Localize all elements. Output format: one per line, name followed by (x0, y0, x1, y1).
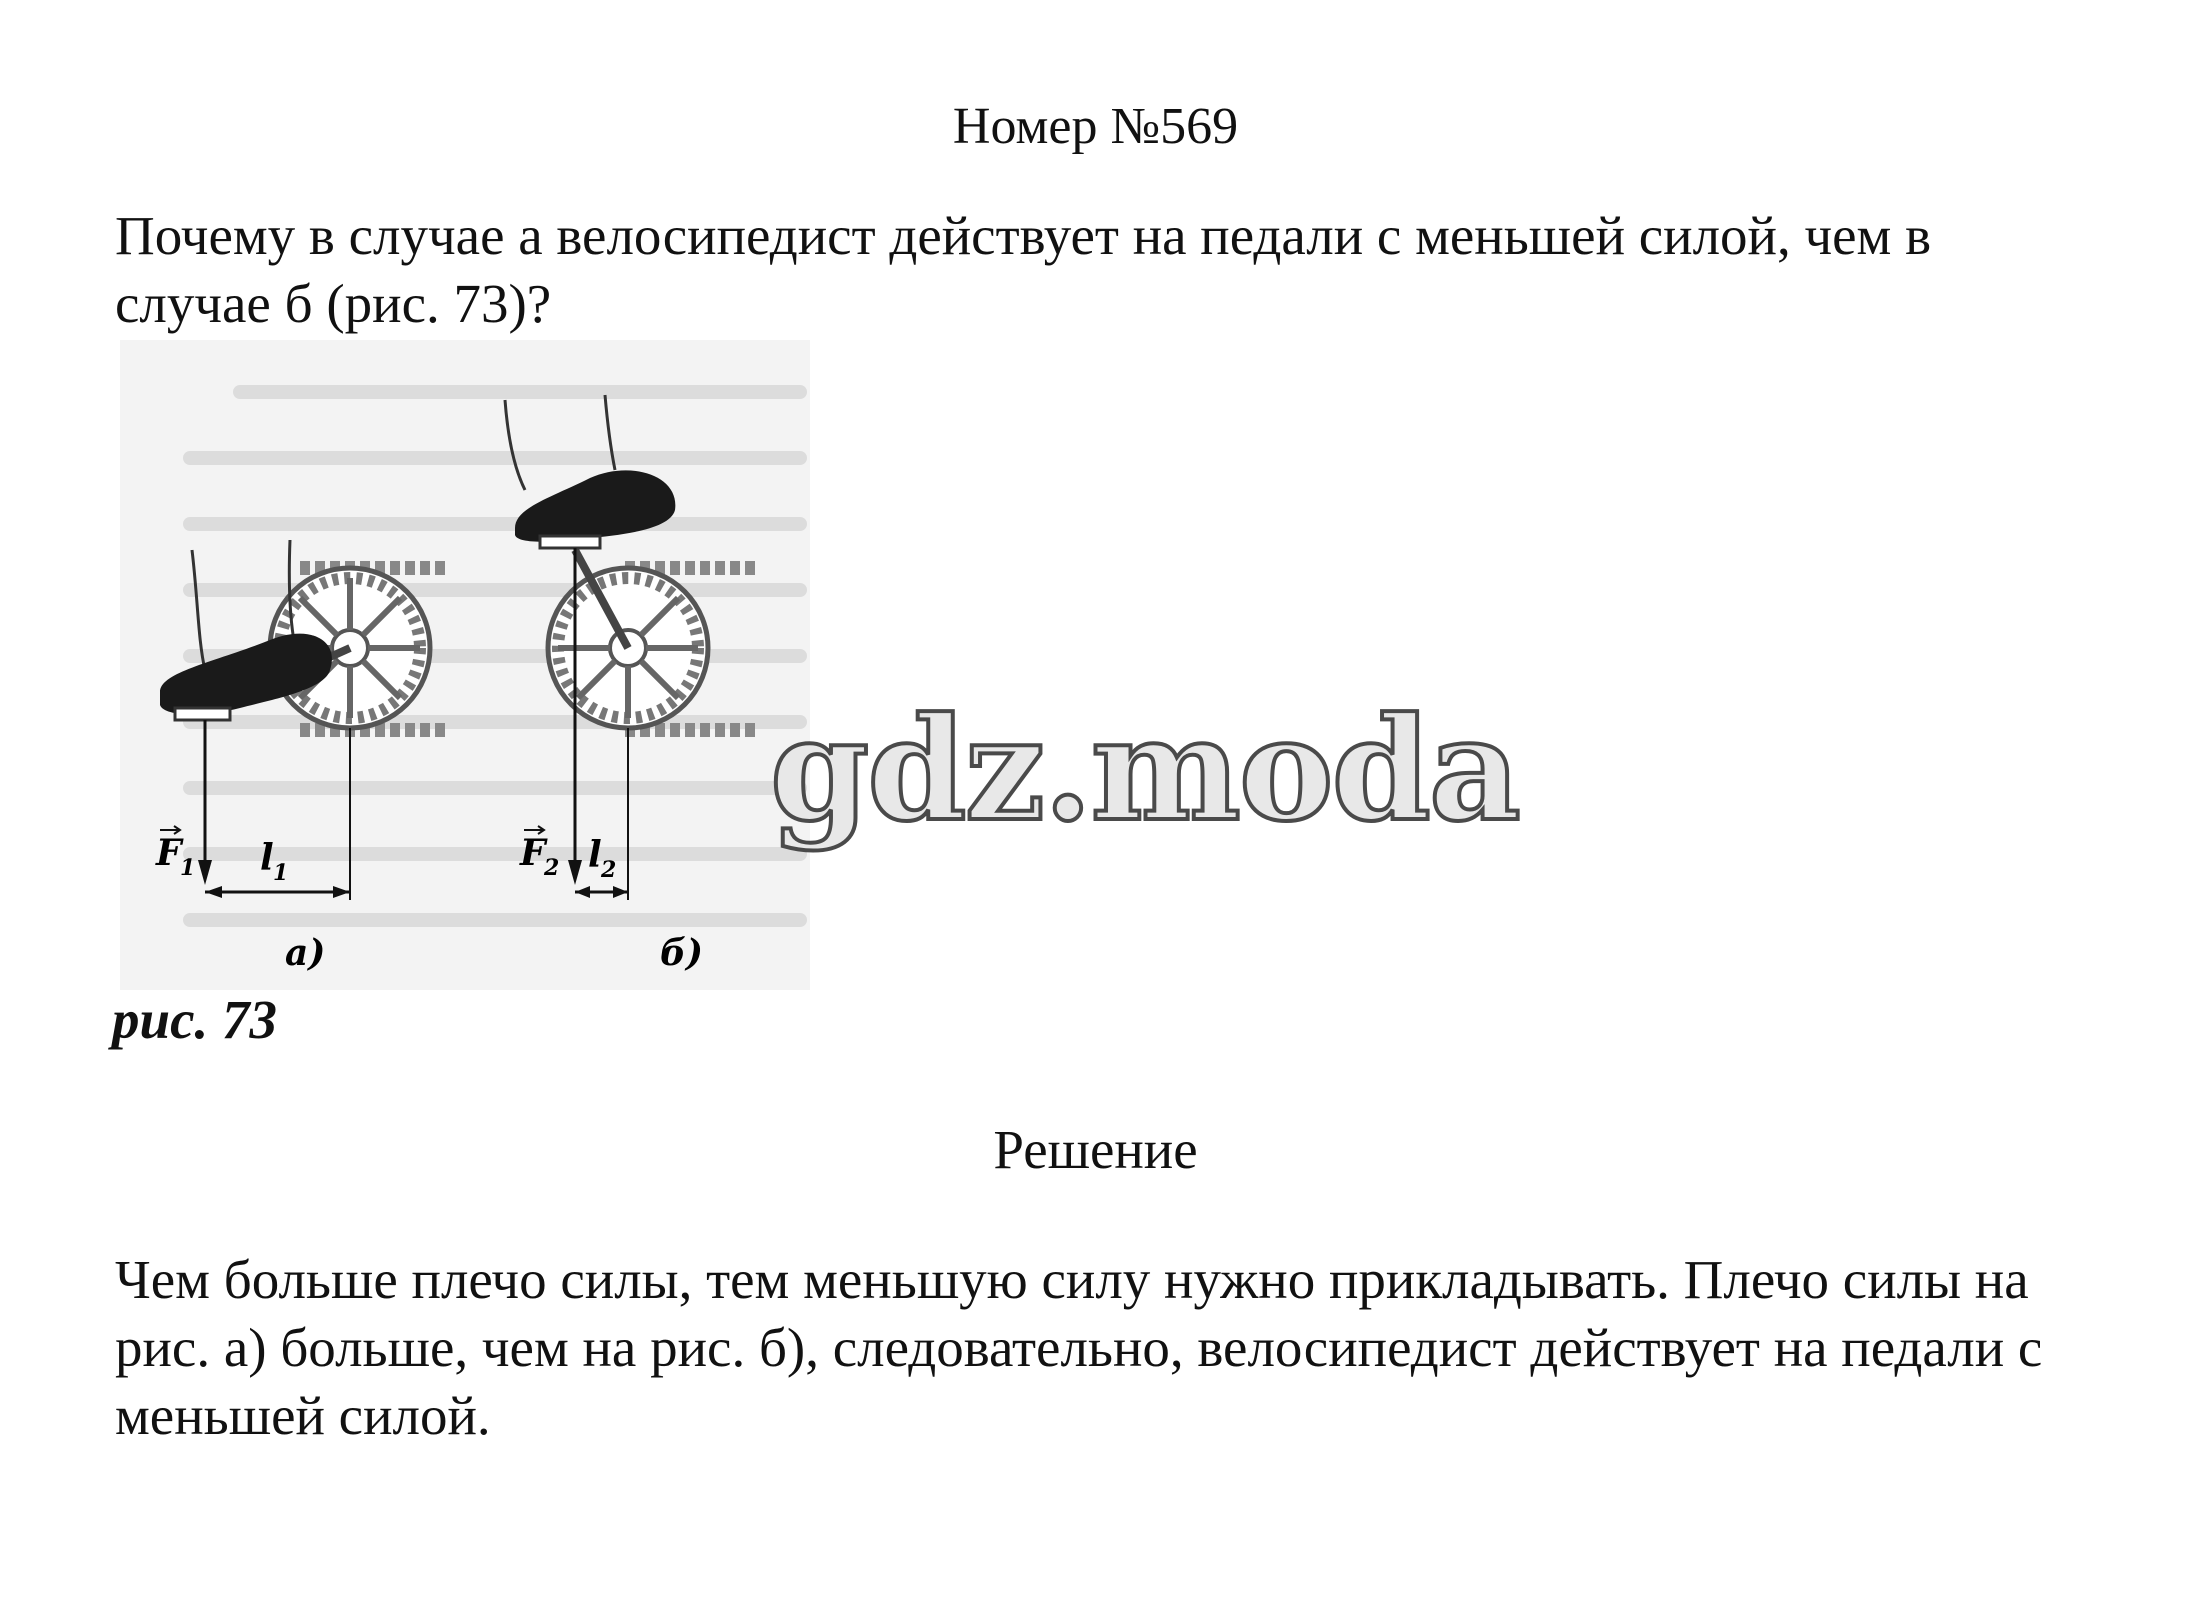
force-b-label: F (520, 832, 546, 874)
arm-b-label: l (588, 834, 602, 876)
answer-text: Чем больше плечо силы, тем меньшую силу нужно прикладывать. Плечо силы на рис. а) больше, чем на рис. б), следовательно, велосипедист действует на педали с меньшей силой. (115, 1249, 2043, 1446)
pedal-force-illustration (120, 340, 810, 990)
arm-a-label: l (260, 837, 274, 879)
panel-a-label: а) (285, 932, 326, 974)
force-a-subscript: 1 (180, 855, 196, 881)
figure-caption: рис. 73 (112, 989, 277, 1050)
arm-b-subscript: 2 (601, 857, 617, 883)
question-text: Почему в случае а велосипедист действует на педали с меньшей силой, чем в случае б (рис. 73)? (115, 205, 1932, 334)
watermark-logo: gdz.moda (770, 687, 1519, 853)
page-title: Номер №569 (952, 98, 1239, 155)
panel-b-label: б) (660, 932, 704, 974)
force-a-label: F (156, 832, 182, 874)
figure-73 (120, 340, 810, 990)
arm-a-subscript: 1 (273, 860, 289, 886)
force-b-subscript: 2 (544, 855, 560, 881)
solution-heading: Решение (993, 1119, 1198, 1180)
